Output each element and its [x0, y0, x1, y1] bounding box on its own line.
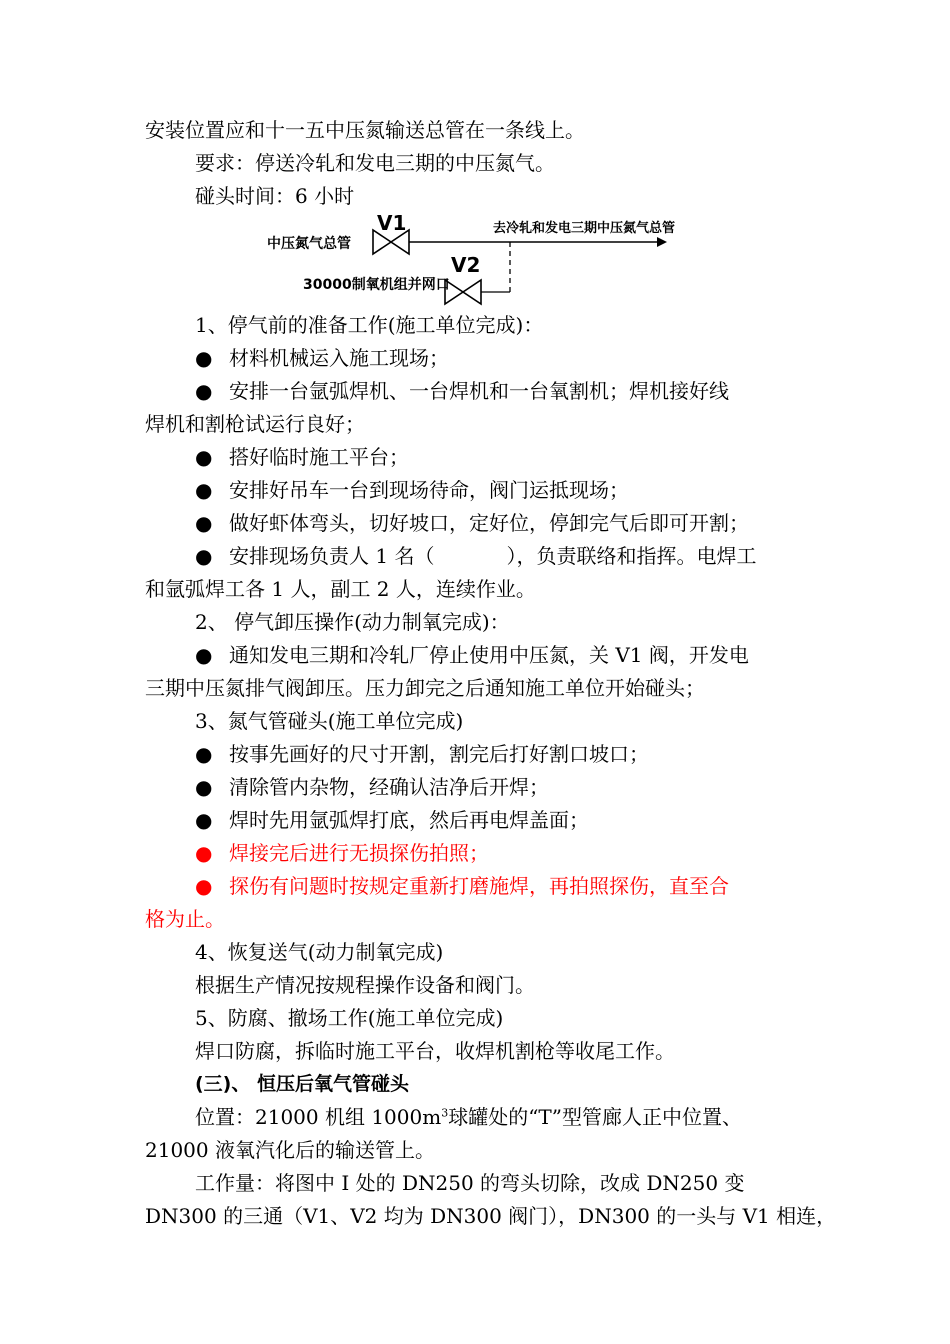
- arrow-head-icon: [657, 237, 667, 247]
- list-item: ● 安排一台氩弧焊机、一台焊机和一台氧割机；焊机接好线: [195, 379, 729, 403]
- valve-v1-label: V1: [377, 211, 407, 235]
- paragraph-workload: 工作量：将图中 I 处的 DN250 的弯头切除，改成 DN250 变: [195, 1171, 745, 1195]
- list-item: ● 清除管内杂物，经确认洁净后开焊；: [195, 775, 549, 799]
- bullet-icon: ●: [195, 379, 213, 403]
- heading-oxygen-tie-in: (三)、 恒压后氧气管碰头: [195, 1073, 409, 1095]
- bullet-icon: ●: [195, 808, 213, 832]
- section5-text: 焊口防腐，拆临时施工平台，收焊机割枪等收尾工作。: [195, 1039, 675, 1063]
- list-item: ● 焊时先用氩弧焊打底，然后再电焊盖面；: [195, 808, 589, 832]
- section2-title: 2、 停气卸压操作(动力制氧完成)：: [195, 610, 510, 634]
- paragraph-position-cont: 21000 液氧汽化后的输送管上。: [145, 1138, 435, 1162]
- list-item: ● 材料机械运入施工现场；: [195, 346, 449, 370]
- bullet-icon: ●: [195, 643, 213, 667]
- list-item: ● 安排现场负责人 1 名（ ），负责联络和指挥。电焊工: [195, 544, 757, 568]
- list-item-continuation: 和氩弧焊工各 1 人，副工 2 人，连续作业。: [145, 577, 536, 601]
- list-item-continuation: 三期中压氮排气阀卸压。压力卸完之后通知施工单位开始碰头；: [145, 676, 705, 700]
- list-item-highlight: ● 探伤有问题时按规定重新打磨施焊，再拍照探伤，直至合: [195, 874, 729, 898]
- valve-v2-label: V2: [451, 253, 481, 277]
- bullet-icon: ●: [195, 478, 213, 502]
- paragraph-position: 位置：21000 机组 $1000m^3$球罐处的“T”型管廊人正中位置、: [195, 1105, 742, 1129]
- valve-v2-icon: [445, 280, 481, 304]
- list-item: ● 安排好吊车一台到现场待命，阀门运抵现场；: [195, 478, 629, 502]
- section5-title: 5、防腐、撤场工作(施工单位完成): [195, 1006, 504, 1030]
- list-item: ● 通知发电三期和冷轧厂停止使用中压氮，关 V1 阀，开发电: [195, 643, 749, 667]
- section3-title: 3、氮气管碰头(施工单位完成): [195, 709, 464, 733]
- bullet-icon: ●: [195, 346, 213, 370]
- main-pipe-label: 中压氮气总管: [267, 236, 351, 252]
- paragraph-duration: 碰头时间：6 小时: [195, 184, 355, 208]
- list-item-continuation: 焊机和割枪试运行良好；: [145, 412, 365, 436]
- section4-text: 根据生产情况按规程操作设备和阀门。: [195, 973, 535, 997]
- bullet-icon: ●: [195, 874, 213, 898]
- unit-label: 30000制氧机组并网口: [303, 277, 450, 293]
- list-item: ● 做好虾体弯头，切好坡口，定好位，停卸完气后即可开割；: [195, 511, 749, 535]
- bullet-icon: ●: [195, 544, 213, 568]
- list-item-continuation: 格为止。: [145, 907, 225, 931]
- paragraph-workload-cont: DN300 的三通（V1、V2 均为 DN300 阀门），DN300 的一头与 V1 相连，: [145, 1204, 837, 1228]
- paragraph-requirement: 要求：停送冷轧和发电三期的中压氮气。: [195, 151, 555, 175]
- list-item: ● 搭好临时施工平台；: [195, 445, 409, 469]
- section1-title: 1、停气前的准备工作(施工单位完成)：: [195, 313, 544, 337]
- section4-title: 4、恢复送气(动力制氧完成): [195, 940, 444, 964]
- bullet-icon: ●: [195, 742, 213, 766]
- bullet-icon: ●: [195, 841, 213, 865]
- list-item-highlight: ● 焊接完后进行无损探伤拍照；: [195, 841, 489, 865]
- bullet-icon: ●: [195, 445, 213, 469]
- destination-label: 去冷轧和发电三期中压氮气总管: [493, 221, 675, 236]
- pipe-diagram: [255, 208, 675, 308]
- paragraph-install-position: 安装位置应和十一五中压氮输送总管在一条线上。: [145, 118, 585, 142]
- bullet-icon: ●: [195, 511, 213, 535]
- bullet-icon: ●: [195, 775, 213, 799]
- list-item: ● 按事先画好的尺寸开割，割完后打好割口坡口；: [195, 742, 649, 766]
